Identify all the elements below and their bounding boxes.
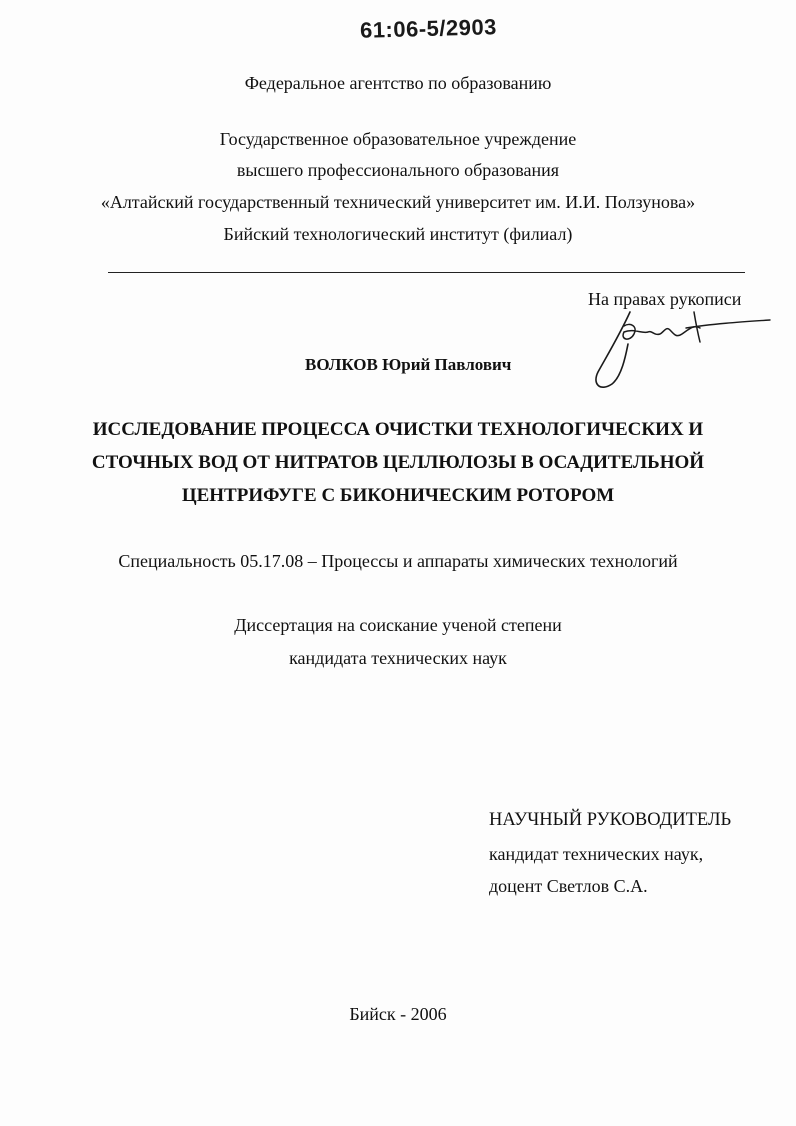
degree-line-1: Диссертация на соискание ученой степени bbox=[234, 615, 562, 635]
supervisor-heading: НАУЧНЫЙ РУКОВОДИТЕЛЬ bbox=[489, 810, 732, 830]
dissertation-title-line-2: СТОЧНЫХ ВОД ОТ НИТРАТОВ ЦЕЛЛЮЛОЗЫ В ОСАДИТЕЛЬНОЙ bbox=[91, 452, 705, 473]
city-year: Бийск - 2006 bbox=[349, 1004, 447, 1024]
degree-line-2: кандидата технических наук bbox=[289, 648, 507, 668]
dissertation-title-line-1: ИССЛЕДОВАНИЕ ПРОЦЕССА ОЧИСТКИ ТЕХНОЛОГИЧЕСКИХ И bbox=[92, 419, 704, 440]
supervisor-degree: кандидат технических наук, bbox=[489, 844, 704, 864]
supervisor-name: доцент Светлов С.А. bbox=[489, 876, 648, 896]
rights-note: На правах рукописи bbox=[588, 289, 742, 309]
dissertation-title-line-3: ЦЕНТРИФУГЕ С БИКОНИЧЕСКИМ РОТОРОМ bbox=[181, 485, 615, 506]
agency-name: Федеральное агентство по образованию bbox=[244, 73, 552, 93]
institution-line-4: Бийский технологический институт (филиал) bbox=[223, 224, 573, 244]
specialty-line: Специальность 05.17.08 – Процессы и аппараты химических технологий bbox=[118, 551, 678, 571]
institution-line-3: «Алтайский государственный технический университет им. И.И. Ползунова» bbox=[100, 192, 696, 212]
institution-line-1: Государственное образовательное учреждение bbox=[219, 129, 577, 149]
header-divider bbox=[108, 272, 745, 273]
archive-stamp: 61:06-5/2903 bbox=[359, 14, 498, 43]
author-name: ВОЛКОВ Юрий Павлович bbox=[305, 355, 512, 374]
institution-line-2: высшего профессионального образования bbox=[236, 160, 560, 180]
handwritten-signature bbox=[590, 304, 775, 394]
